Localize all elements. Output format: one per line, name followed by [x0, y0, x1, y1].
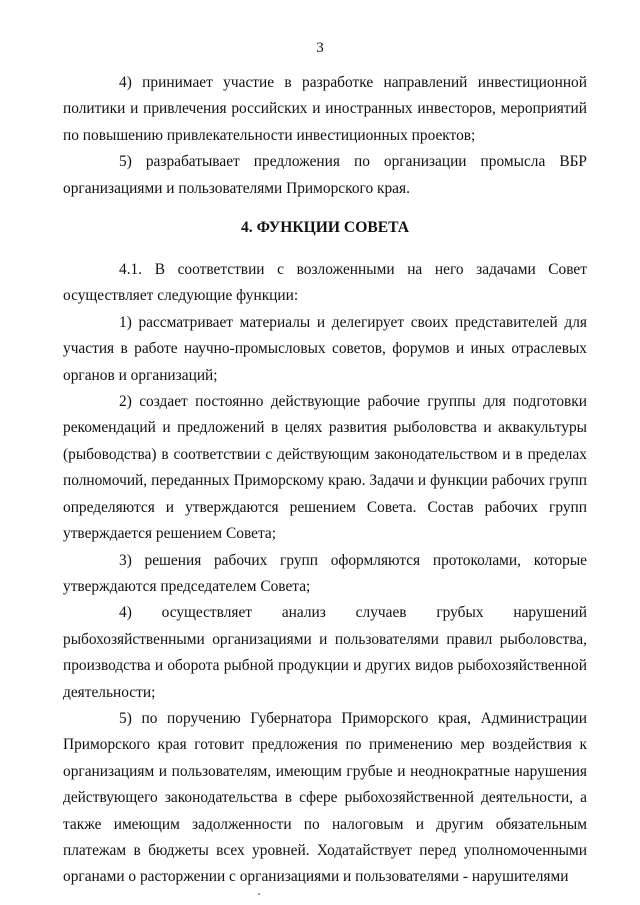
page-number: 3: [316, 40, 324, 56]
scan-speck: [258, 893, 260, 895]
paragraph-function-5: 5) по поручению Губернатора Приморского края, Администрации Приморского края готовит предложения по применению мер воздействия к организациям и пользователям, имеющим грубые и неоднократные нарушения действующего законодательства в сфере рыбохозяйственной деятельности, а также имеющим задолженности по налоговым и другим обязательным платежам в бюджеты всех уровней. Ходатайствует перед уполномоченными органами о расторжении с организациями и пользователями - нарушителями: [63, 709, 587, 886]
paragraph-item-4: 4) принимает участие в разработке направлений инвестиционной политики и привлечения российских и иностранных инвесторов, мероприятий по повышению привлекательности инвестиционных проектов;: [63, 74, 587, 144]
paragraph-clause-4-1: 4.1. В соответствии с возложенными на него задачами Совет осуществляет следующие функции:: [63, 261, 587, 305]
paragraph-function-3: 3) решения рабочих групп оформляются протоколами, которые утверждаются председателем Совета;: [63, 551, 587, 595]
paragraph-function-2: 2) создает постоянно действующие рабочие группы для подготовки рекомендаций и предложений в целях развития рыболовства и аквакультуры (рыбоводства) в соответствии с действующим законодательством и в пределах полномочий, переданных Приморскому краю. Задачи и функции рабочих групп определяются и утверждаются решением Совета. Состав рабочих групп утверждается решением Совета;: [63, 393, 587, 543]
document-body: [63, 70, 587, 891]
paragraph-function-1: 1) рассматривает материалы и делегирует своих представителей для участия в работе научно-промысловых советов, форумов и иных отраслевых органов и организаций;: [63, 313, 587, 384]
section-heading: 4. ФУНКЦИИ СОВЕТА: [240, 219, 410, 237]
paragraph-function-4: 4) осуществляет анализ случаев грубых нарушений рыбохозяйственными организациями и пользователями правил рыболовства, производства и оборота рыбной продукции и других видов рыбохозяйственной деятельности;: [63, 604, 587, 701]
paragraph-item-5: 5) разрабатывает предложения по организации промысла ВБР организациями и пользователями Приморского края.: [63, 153, 587, 197]
